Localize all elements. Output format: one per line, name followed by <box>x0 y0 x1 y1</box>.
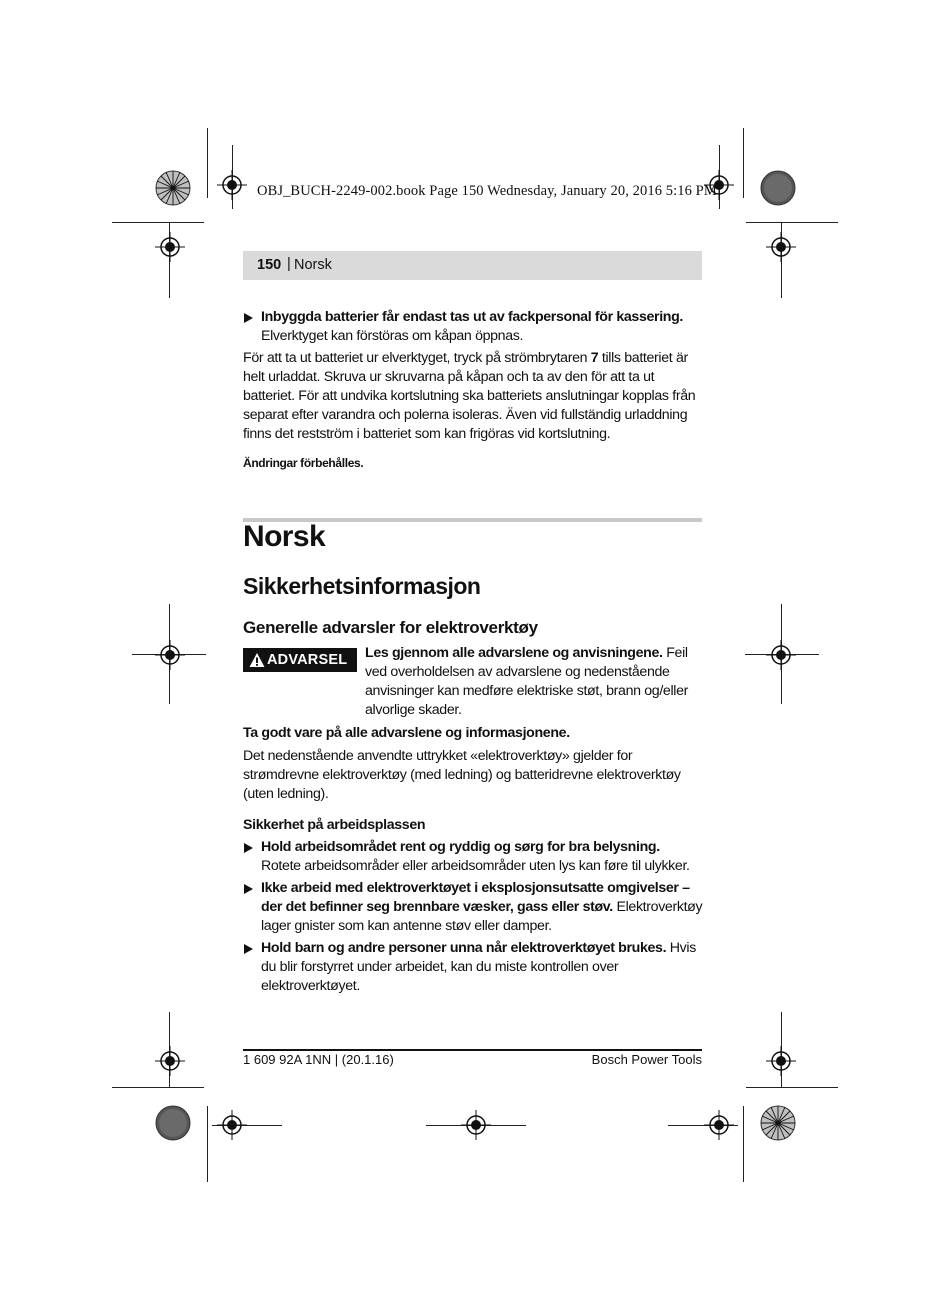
bullet-text: Hvis du blir forstyrret under arbeidet, kan du miste kontrollen over elektroverktøyet. <box>261 940 696 994</box>
warning-triangle-icon <box>249 652 265 668</box>
crop-mark <box>112 222 204 223</box>
bullet-arrow-icon <box>244 884 253 894</box>
footer-code: 1 609 92A 1NN | (20.1.16) <box>243 1052 394 1067</box>
paragraph-text: För att ta ut batteriet ur elverktyget, tryck på strömbrytaren <box>243 350 591 366</box>
bullet-bold-text: Inbyggda batterier får endast tas ut av fackpersonal för kassering. <box>261 309 684 325</box>
warning-label: ADVARSEL <box>267 652 348 668</box>
starburst-target-icon <box>760 1105 796 1141</box>
starburst-target-icon <box>155 170 191 206</box>
crop-mark <box>207 1106 208 1182</box>
changes-note <box>243 454 703 473</box>
registration-mark-icon <box>217 170 247 200</box>
registration-mark-icon <box>704 1110 734 1140</box>
footer-rule <box>243 1049 702 1051</box>
crop-mark <box>112 1087 204 1088</box>
header-language: Norsk <box>294 257 332 273</box>
bullet-arrow-icon <box>244 944 253 954</box>
registration-mark-icon <box>461 1110 491 1140</box>
print-slug: OBJ_BUCH-2249-002.book Page 150 Wednesday, January 20, 2016 5:16 PM <box>257 183 717 199</box>
page-number: 150 <box>257 257 282 273</box>
crop-mark <box>207 128 208 198</box>
norsk-body <box>243 724 703 996</box>
paragraph <box>243 349 703 444</box>
header-separator: | <box>287 256 291 272</box>
workplace-heading-text: Sikkerhet på arbeidsplassen <box>243 817 426 833</box>
crop-mark <box>743 1106 744 1182</box>
bullet-arrow-icon <box>244 843 253 853</box>
bullet-text: Elektroverktøy lager gnister som kan antenne støv eller damper. <box>261 899 703 934</box>
registration-mark-icon <box>766 1046 796 1076</box>
warning-text-block <box>365 644 705 720</box>
registration-mark-icon <box>217 1110 247 1140</box>
bullet-text: Elverktyget kan förstöras om kåpan öppnas. <box>261 328 524 344</box>
section-heading: Sikkerhetsinformasjon <box>243 573 481 599</box>
paragraph-text: tills batteriet är helt urladdat. Skruva ur skruvarna på kåpan och ta av den för att ta ut batteriet. För att undvika kortslutning ska batteriets anslutningar kopplas från separat efter varandra och polerna isoleras. Även vid fullständig urladdning finns det restström i batteriet som kan frigöras vid kortslutning. <box>243 350 696 442</box>
warning-bold-text: Les gjennom alle advarslene og anvisningene. <box>365 645 663 661</box>
definition-paragraph: Det nedenstående anvendte uttrykket «elektroverktøy» gjelder for strømdrevne elektroverktøy (med ledning) og batteridrevne elektroverktøy (uten ledning). <box>243 748 681 802</box>
registration-mark-icon <box>766 640 796 670</box>
crop-mark <box>743 128 744 198</box>
registration-mark-icon <box>766 232 796 262</box>
bullet-bold-text: Hold arbeidsområdet rent og ryddig og sørg for bra belysning. <box>261 839 660 855</box>
crop-mark <box>746 1087 838 1088</box>
crop-mark <box>746 222 838 223</box>
list-item <box>243 879 703 936</box>
registration-mark-icon <box>155 232 185 262</box>
swedish-section <box>243 308 703 473</box>
paragraph-bold-ref: 7 <box>590 350 599 366</box>
page-header <box>243 251 702 280</box>
list-item <box>243 939 703 996</box>
changes-text: Ändringar förbehålles. <box>243 456 364 470</box>
page-title: Norsk <box>243 520 326 553</box>
bullet-bold-text: Ikke arbeid med elektroverktøyet i eksplosjonsutsatte omgivelser – der det befinner seg brennbare væsker, gass eller støv. <box>261 880 690 915</box>
keep-note-text: Ta godt vare på alle advarslene og informasjonene. <box>243 725 570 741</box>
warning-badge <box>243 648 357 672</box>
workplace-heading <box>243 816 703 835</box>
gray-target-icon <box>760 170 796 206</box>
bullet-text: Rotete arbeidsområder eller arbeidsområder uten lys kan føre til ulykker. <box>261 858 690 874</box>
footer-brand: Bosch Power Tools <box>591 1052 702 1067</box>
registration-mark-icon <box>155 640 185 670</box>
list-item <box>243 838 703 876</box>
list-item <box>243 308 703 346</box>
bullet-bold-text: Hold barn og andre personer unna når elektroverktøyet brukes. <box>261 940 667 956</box>
keep-note <box>243 724 703 743</box>
subsection-heading: Generelle advarsler for elektroverktøy <box>243 618 538 637</box>
gray-target-icon <box>155 1105 191 1141</box>
warning-body-text: Feil ved overholdelsen av advarslene og nedenstående anvisninger kan medføre elektriske støt, brann og/eller alvorlige skader. <box>365 645 688 718</box>
bullet-arrow-icon <box>244 313 253 323</box>
registration-mark-icon <box>155 1046 185 1076</box>
